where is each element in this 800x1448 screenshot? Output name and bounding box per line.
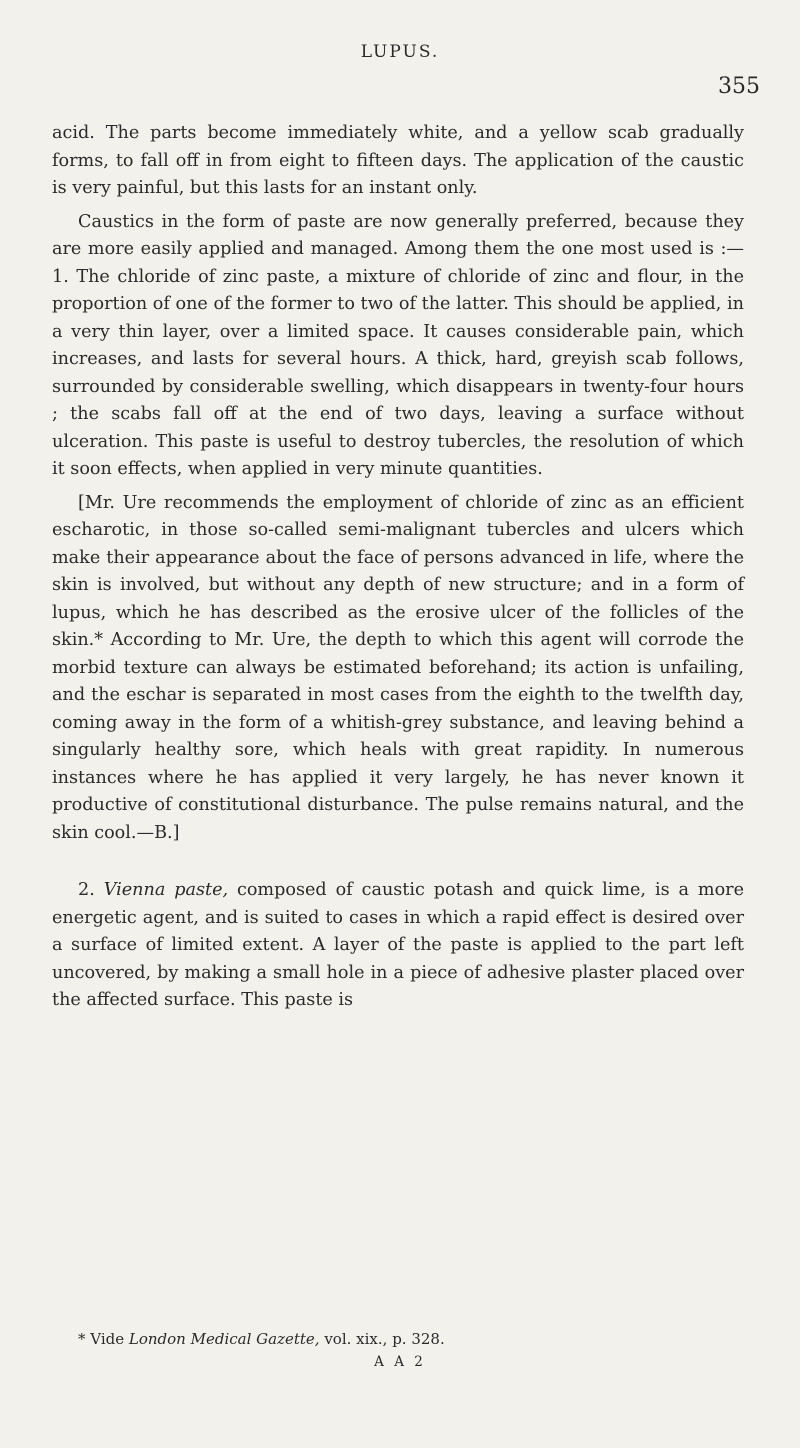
body-text <box>52 120 744 1021</box>
footnote-journal: London Medical Gazette, <box>128 1330 320 1348</box>
paragraph-3: [Mr. Ure recommends the employment of chloride of zinc as an efficient escharotic, in those so-called semi-malignant tubercles and ulcers which make their appearance about the face of persons advanced in life, where the skin is involved, but without any depth of new structure; and in a form of lupus, which he has described as the erosive ulcer of the follicles of the skin.* According to Mr. Ure, the depth to which this agent will corrode the morbid texture can always be estimated beforehand; its action is unfailing, and the eschar is separated in most cases from the eighth to the twelfth day, coming away in the form of a whitish-grey substance, and leaving behind a singularly healthy sore, which heals with great rapidity. In numerous instances where he has applied it very largely, he has never known it productive of constitutional disturbance. The pulse remains natural, and the skin cool.—B.] <box>52 492 744 843</box>
vienna-paste-term: Vienna paste, <box>103 880 229 900</box>
page-number: 355 <box>718 74 760 99</box>
footnote-marker: * <box>78 1330 86 1348</box>
footnote-prefix: Vide <box>85 1330 129 1348</box>
paragraph-1: acid. The parts become immediately white, and a yellow scab gradually forms, to fall off in from eight to fifteen days. The application of the caustic is very painful, but this lasts for an instant only. <box>52 123 744 198</box>
footnote-reference: vol. xix., p. 328. <box>319 1330 445 1348</box>
printer-signature: A A 2 <box>374 1354 426 1370</box>
paragraph-4-text: composed of caustic potash and quick lime, is a more energetic agent, and is suited to cases in which a rapid effect is desired over a surface of limited extent. A layer of the paste is applied to the part left uncovered, by making a small hole in a piece of adhesive plaster placed over the affected surface. This paste is <box>52 880 745 1010</box>
paragraph-2: Caustics in the form of paste are now generally preferred, because they are more easily applied and managed. Among them the one most used is :—1. The chloride of zinc paste, a mixture of chloride of zinc and flour, in the proportion of one of the former to two of the latter. This should be applied, in a very thin layer, over a limited space. It causes considerable pain, which increases, and lasts for several hours. A thick, hard, greyish scab follows, surrounded by considerable swelling, which disappears in twenty-four hours ; the scabs fall off at the end of two days, leaving a surface without ulceration. This paste is useful to destroy tubercles, the resolution of which it soon effects, when applied in very minute quantities. <box>52 211 744 479</box>
list-number: 2. <box>78 880 95 900</box>
footnote <box>52 1328 744 1350</box>
running-title: LUPUS. <box>360 42 440 62</box>
paragraph-4 <box>52 877 744 1015</box>
